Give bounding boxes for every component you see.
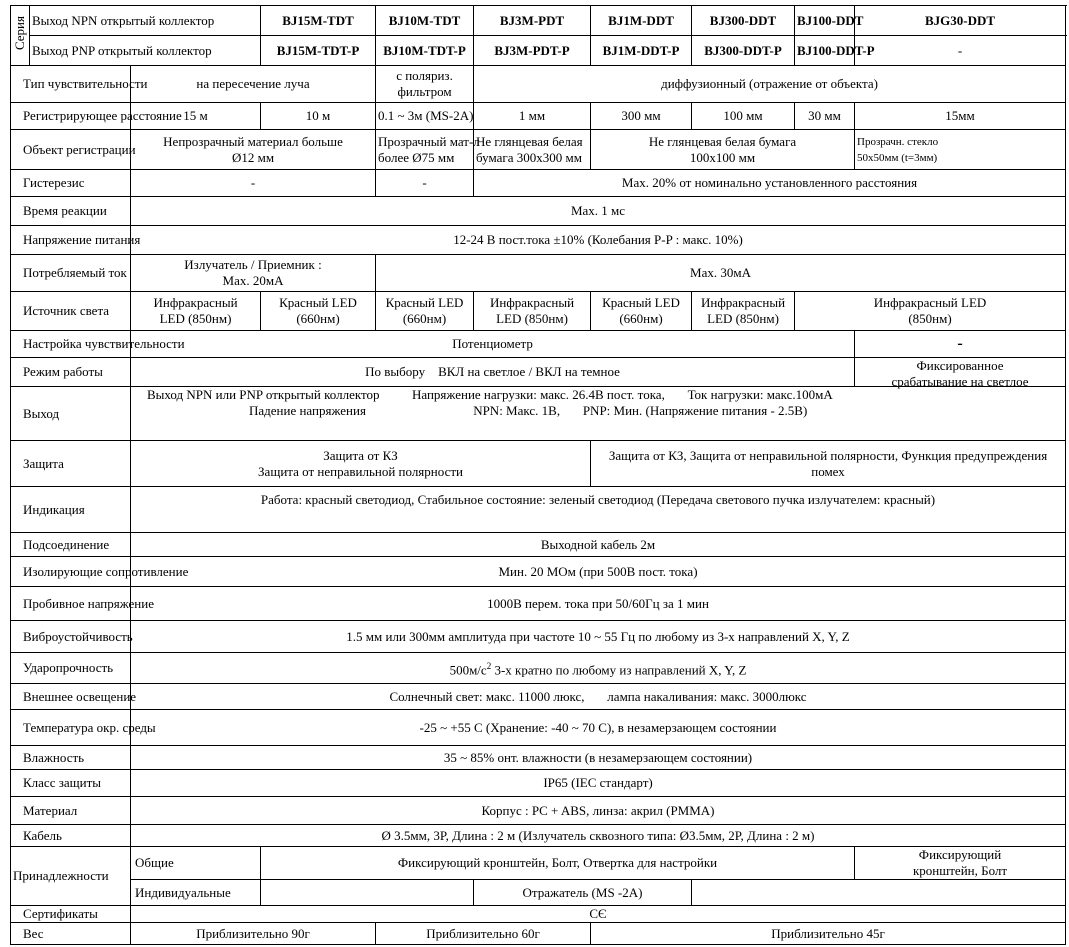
distance-value-5: 300 мм — [591, 103, 692, 130]
light-ir-4-line1: Инфракрасный LED — [873, 295, 987, 310]
sensing-type-polarized-line2: фильтром — [397, 84, 452, 99]
pnp-model-6: BJ100-DDT-P — [795, 36, 855, 66]
light-red-1-line1: Красный LED — [279, 295, 357, 310]
hysteresis-dash-1: - — [131, 170, 376, 197]
pnp-model-7: - — [855, 36, 1066, 66]
pnp-model-5: BJ300-DDT-P — [692, 36, 795, 66]
npn-model-6: BJ100-DDT — [795, 6, 855, 36]
light-red-3-line1: Красный LED — [602, 295, 680, 310]
accessories-common-alt-line2: кронштейн, Болт — [912, 863, 1008, 878]
current-emitter-line2: Max. 20мА — [222, 273, 284, 288]
response-value: Max. 1 мс — [131, 197, 1066, 226]
target-opaque-line2: Ø12 мм — [231, 149, 275, 165]
pnp-model-3: BJ3M-PDT-P — [474, 36, 591, 66]
light-label: Источник света — [11, 292, 131, 331]
weight-label: Вес — [11, 923, 131, 945]
pnp-output-label: Выход PNP открытый коллектор — [30, 36, 261, 66]
mode-value: По выбору ВКЛ на светлое / ВКЛ на темное — [131, 358, 855, 387]
protection-a — [131, 441, 591, 487]
light-red-2 — [376, 292, 474, 331]
series-label: Серия — [12, 16, 27, 51]
cable-label: Кабель — [11, 825, 131, 847]
connection-label: Подсоединение — [11, 533, 131, 557]
distance-label: Регистрирующее расстояние — [11, 103, 131, 130]
target-glass-line2: 50x50мм (t=3мм) — [857, 151, 938, 164]
indicator-value: Работа: красный светодиод, Стабильное состояние: зеленый светодиод (Передача светового пучка излучателем: красный) — [131, 487, 1066, 533]
weight-value-2: Приблизительно 60г — [376, 923, 591, 945]
ip-label: Класс защиты — [11, 770, 131, 797]
accessories-individual-empty-2 — [692, 880, 1066, 906]
accessories-individual-empty-1 — [261, 880, 474, 906]
npn-model-1: BJ15M-TDT — [261, 6, 376, 36]
sensing-type-polarized-line1: с поляриз. — [396, 68, 453, 83]
power-label: Напряжение питания — [11, 226, 131, 255]
light-ir-3-line2: LED (850нм) — [707, 311, 779, 326]
light-red-2-line1: Красный LED — [385, 295, 464, 310]
target-glass — [855, 130, 1066, 170]
distance-value-7: 30 мм — [795, 103, 855, 130]
vibration-label: Виброустойчивость — [11, 621, 131, 653]
hysteresis-value: Max. 20% от номинально установленного расстояния — [474, 170, 1066, 197]
light-red-1-line2: (660нм) — [296, 311, 340, 326]
npn-output-label: Выход NPN открытый коллектор — [30, 6, 261, 36]
sensitivity-value: Потенциометр — [131, 331, 855, 358]
mode-label: Режим работы — [11, 358, 131, 387]
accessories-common-alt-line1: Фиксирующий — [918, 847, 1002, 862]
light-red-3-line2: (660нм) — [619, 311, 663, 326]
accessories-label: Принадлежности — [11, 847, 131, 906]
protection-b — [591, 441, 1066, 487]
shock-value — [131, 653, 1066, 684]
light-ir-1 — [131, 292, 261, 331]
pnp-model-1: BJ15M-TDT-P — [261, 36, 376, 66]
accessories-common-value: Фиксирующий кронштейн, Болт, Отвертка для настройки — [261, 847, 855, 880]
ip-value: IP65 (IEC стандарт) — [131, 770, 1066, 797]
npn-model-5: BJ300-DDT — [692, 6, 795, 36]
power-value: 12-24 В пост.тока ±10% (Колебания P-P : макс. 10%) — [131, 226, 1066, 255]
sensitivity-label: Настройка чувствительности — [11, 331, 131, 358]
certificates-value: CЄ — [131, 906, 1066, 923]
protection-b-line1: Защита от КЗ, Защита от неправильной полярности, Функция предупреждения — [608, 447, 1048, 463]
sensing-type-diffuse: диффузионный (отражение от объекта) — [474, 66, 1066, 103]
target-glass-line1: Прозрачн. стекло — [857, 135, 939, 148]
sensitivity-dash: - — [855, 331, 1066, 358]
accessories-common-label: Общие — [131, 847, 261, 880]
output-line1: Выход NPN или PNP открытый коллектор Напряжение нагрузки: макс. 26.4В пост. тока, Ток нагрузки: макс.100мА — [147, 387, 833, 402]
target-paper-line1: Не глянцевая белая бумага — [648, 133, 797, 149]
target-nonglossy-line1: Не глянцевая белая — [476, 133, 583, 149]
protection-label: Защита — [11, 441, 131, 487]
target-paper-100 — [591, 130, 855, 170]
dielectric-value: 1000В перем. тока при 50/60Гц за 1 мин — [131, 587, 1066, 621]
spec-table — [10, 5, 1066, 945]
protection-b-line2: помех — [811, 463, 845, 479]
insulation-label: Изолирующие сопротивление — [11, 557, 131, 587]
shock-value-exponent: 2 — [486, 660, 492, 671]
target-label: Объект регистрации — [11, 130, 131, 170]
ambient-light-value: Солнечный свет: макс. 11000 люкс, лампа накаливания: макс. 3000люкс — [131, 684, 1066, 710]
npn-model-2: BJ10M-TDT — [376, 6, 474, 36]
light-ir-3-line1: Инфракрасный — [700, 295, 786, 310]
connection-value: Выходной кабель 2м — [131, 533, 1066, 557]
distance-value-3: 0.1 ~ 3м (MS-2A) — [376, 103, 474, 130]
target-nonglossy-line2: бумага 300x300 мм — [476, 149, 582, 165]
light-red-2-line2: (660нм) — [402, 311, 447, 326]
certificates-label: Сертификаты — [11, 906, 131, 923]
sensing-type-label: Тип чувствительности — [11, 66, 131, 103]
npn-model-3: BJ3M-PDT — [474, 6, 591, 36]
distance-value-2: 10 м — [261, 103, 376, 130]
target-paper-line2: 100x100 мм — [689, 149, 756, 165]
light-red-3 — [591, 292, 692, 331]
npn-model-4: BJ1M-DDT — [591, 6, 692, 36]
insulation-value: Мин. 20 MОм (при 500В пост. тока) — [131, 557, 1066, 587]
current-emitter-line1: Излучатель / Приемник : — [184, 257, 322, 272]
output-value — [131, 387, 1066, 441]
light-ir-3 — [692, 292, 795, 331]
light-ir-2 — [474, 292, 591, 331]
material-label: Материал — [11, 797, 131, 825]
indicator-label: Индикация — [11, 487, 131, 533]
humidity-label: Влажность — [11, 746, 131, 770]
accessories-common-alt — [855, 847, 1066, 880]
current-value: Max. 30мА — [376, 255, 1066, 292]
accessories-individual-value: Отражатель (MS -2A) — [474, 880, 692, 906]
light-ir-2-line1: Инфракрасный — [489, 295, 575, 310]
accessories-individual-label: Индивидуальные — [131, 880, 261, 906]
hysteresis-label: Гистерезис — [11, 170, 131, 197]
npn-model-7: BJG30-DDT — [855, 6, 1066, 36]
target-transparent-line2: более Ø75 мм — [378, 149, 455, 165]
target-opaque — [131, 130, 376, 170]
light-ir-4 — [795, 292, 1066, 331]
light-ir-2-line2: LED (850нм) — [496, 311, 568, 326]
target-transparent-line1: Прозрачный мат-л — [378, 133, 480, 149]
weight-value-1: Приблизительно 90г — [131, 923, 376, 945]
target-transparent — [376, 130, 480, 170]
light-ir-1-line2: LED (850нм) — [159, 311, 232, 326]
weight-value-3: Приблизительно 45г — [591, 923, 1066, 945]
sensing-type-polarized — [376, 66, 474, 103]
ambient-light-label: Внешнее освещение — [11, 684, 131, 710]
light-ir-4-line2: (850нм) — [908, 311, 952, 326]
current-label: Потребляемый ток — [11, 255, 131, 292]
dielectric-label: Пробивное напряжение — [11, 587, 131, 621]
target-opaque-line1: Непрозрачный материал больше — [163, 133, 343, 149]
light-red-1 — [261, 292, 376, 331]
mode-fixed-line2: срабатывание на светлое — [891, 374, 1029, 389]
output-label: Выход — [11, 387, 131, 441]
cable-value: Ø 3.5мм, 3P, Длина : 2 м (Излучатель сквозного типа: Ø3.5мм, 2P, Длина : 2 м) — [131, 825, 1066, 847]
shock-value-main: 500м/с — [449, 662, 487, 678]
light-ir-1-line1: Инфракрасный — [153, 295, 238, 310]
mode-fixed — [855, 358, 1066, 387]
distance-value-8: 15мм — [855, 103, 1066, 130]
output-line2: Падение напряжения NPN: Макс. 1В, PNP: Мин. (Напряжение питания - 2.5В) — [249, 403, 808, 418]
mode-fixed-line1: Фиксированное — [916, 358, 1004, 373]
hysteresis-dash-2: - — [376, 170, 474, 197]
distance-value-1: 15 м — [131, 103, 261, 130]
distance-value-6: 100 мм — [692, 103, 795, 130]
material-value: Корпус : PC + ABS, линза: акрил (PMMA) — [131, 797, 1066, 825]
temperature-value: -25 ~ +55 С (Хранение: -40 ~ 70 С), в незамерзающем состоянии — [131, 710, 1066, 746]
protection-a-line1: Защита от КЗ — [323, 447, 398, 463]
humidity-value: 35 ~ 85% онт. влажности (в незамерзающем состоянии) — [131, 746, 1066, 770]
distance-value-4: 1 мм — [474, 103, 591, 130]
pnp-model-2: BJ10M-TDT-P — [376, 36, 474, 66]
response-label: Время реакции — [11, 197, 131, 226]
temperature-label: Температура окр. среды — [11, 710, 131, 746]
sensing-type-through: на пересечение луча — [131, 66, 376, 103]
target-nonglossy-300 — [474, 130, 591, 170]
vibration-value: 1.5 мм или 300мм амплитуда при частоте 10 ~ 55 Гц по любому из 3-х направлений X, Y, Z — [131, 621, 1066, 653]
shock-value-rest: 3-х кратно по любому из направлений X, Y, Z — [491, 662, 747, 678]
current-emitter — [131, 255, 376, 292]
shock-label: Ударопрочность — [11, 653, 131, 684]
protection-a-line2: Защита от неправильной полярности — [258, 463, 463, 479]
pnp-model-4: BJ1M-DDT-P — [591, 36, 692, 66]
series-header-cell — [11, 6, 30, 66]
